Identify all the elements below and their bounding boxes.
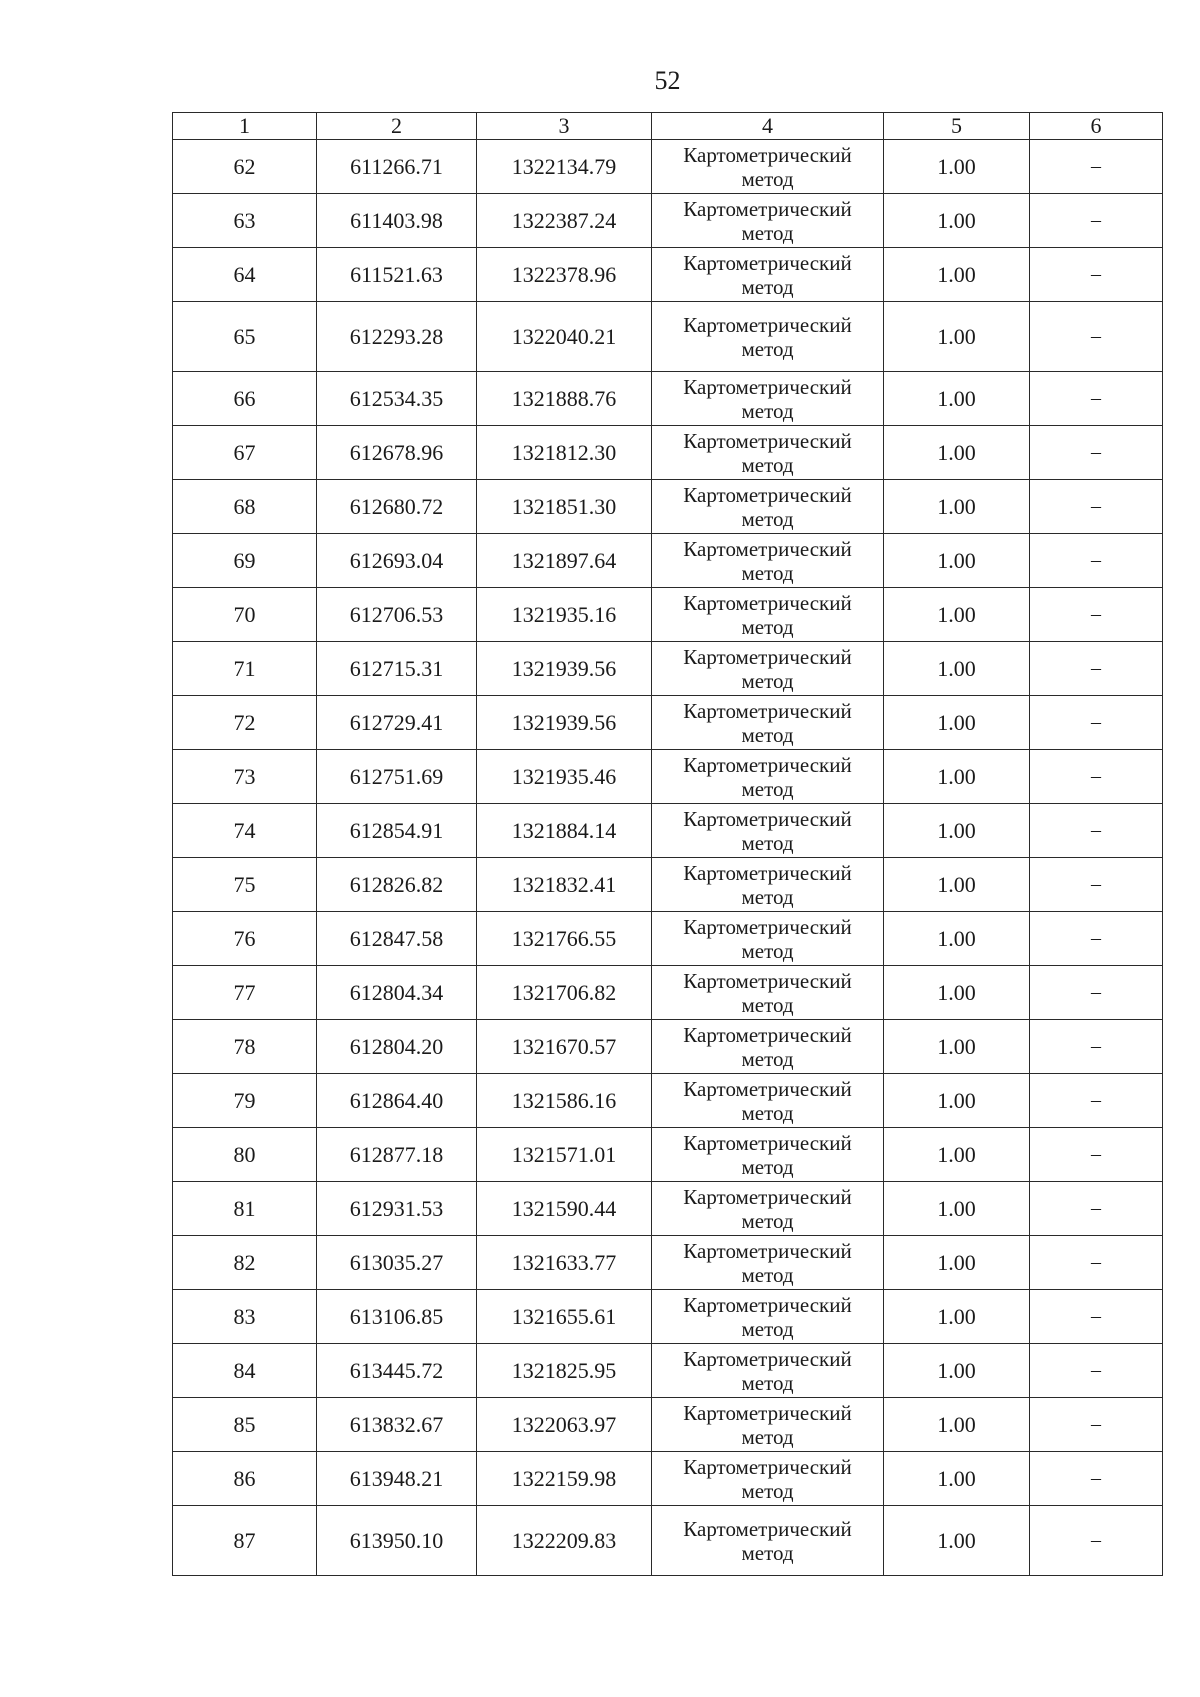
precision-cell: 1.00 bbox=[884, 1452, 1030, 1506]
y-coordinate-cell: 1321888.76 bbox=[477, 372, 652, 426]
y-coordinate-cell: 1322040.21 bbox=[477, 302, 652, 372]
x-coordinate-cell: 612678.96 bbox=[317, 426, 477, 480]
point-number-cell: 66 bbox=[173, 372, 317, 426]
y-coordinate-cell: 1322063.97 bbox=[477, 1398, 652, 1452]
table-row bbox=[173, 480, 1163, 534]
method-line-1: Картометрический bbox=[683, 1516, 852, 1541]
precision-cell: 1.00 bbox=[884, 1506, 1030, 1576]
note-cell: – bbox=[1030, 372, 1163, 426]
method-cell bbox=[652, 1344, 884, 1398]
method-line-2: метод bbox=[741, 452, 794, 477]
method-line-2: метод bbox=[741, 398, 794, 423]
table-header-row bbox=[173, 113, 1163, 140]
y-coordinate-cell: 1322159.98 bbox=[477, 1452, 652, 1506]
y-coordinate-cell: 1321939.56 bbox=[477, 642, 652, 696]
table-row bbox=[173, 1236, 1163, 1290]
method-cell bbox=[652, 480, 884, 534]
x-coordinate-cell: 612729.41 bbox=[317, 696, 477, 750]
method-line-2: метод bbox=[741, 1316, 794, 1341]
point-number-cell: 74 bbox=[173, 804, 317, 858]
precision-cell: 1.00 bbox=[884, 248, 1030, 302]
x-coordinate-cell: 612680.72 bbox=[317, 480, 477, 534]
x-coordinate-cell: 611403.98 bbox=[317, 194, 477, 248]
y-coordinate-cell: 1321706.82 bbox=[477, 966, 652, 1020]
method-line-1: Картометрический bbox=[683, 698, 852, 723]
point-number-cell: 73 bbox=[173, 750, 317, 804]
method-line-1: Картометрический bbox=[683, 1346, 852, 1371]
method-line-2: метод bbox=[741, 614, 794, 639]
point-number-cell: 80 bbox=[173, 1128, 317, 1182]
x-coordinate-cell: 613950.10 bbox=[317, 1506, 477, 1576]
x-coordinate-cell: 611266.71 bbox=[317, 140, 477, 194]
x-coordinate-cell: 612847.58 bbox=[317, 912, 477, 966]
note-cell: – bbox=[1030, 750, 1163, 804]
method-cell bbox=[652, 140, 884, 194]
method-cell bbox=[652, 426, 884, 480]
method-line-2: метод bbox=[741, 1478, 794, 1503]
x-coordinate-cell: 613035.27 bbox=[317, 1236, 477, 1290]
precision-cell: 1.00 bbox=[884, 1182, 1030, 1236]
y-coordinate-cell: 1321884.14 bbox=[477, 804, 652, 858]
table-row bbox=[173, 1074, 1163, 1128]
method-line-2: метод bbox=[741, 1424, 794, 1449]
point-number-cell: 87 bbox=[173, 1506, 317, 1576]
table-row bbox=[173, 248, 1163, 302]
x-coordinate-cell: 613445.72 bbox=[317, 1344, 477, 1398]
point-number-cell: 83 bbox=[173, 1290, 317, 1344]
x-coordinate-cell: 612693.04 bbox=[317, 534, 477, 588]
x-coordinate-cell: 612931.53 bbox=[317, 1182, 477, 1236]
method-line-2: метод bbox=[741, 1262, 794, 1287]
y-coordinate-cell: 1322209.83 bbox=[477, 1506, 652, 1576]
y-coordinate-cell: 1321670.57 bbox=[477, 1020, 652, 1074]
method-cell bbox=[652, 1452, 884, 1506]
table-row bbox=[173, 1452, 1163, 1506]
method-cell bbox=[652, 966, 884, 1020]
table-row bbox=[173, 1020, 1163, 1074]
column-header: 3 bbox=[477, 113, 652, 140]
point-number-cell: 70 bbox=[173, 588, 317, 642]
y-coordinate-cell: 1321633.77 bbox=[477, 1236, 652, 1290]
table-row bbox=[173, 696, 1163, 750]
method-cell bbox=[652, 194, 884, 248]
point-number-cell: 76 bbox=[173, 912, 317, 966]
precision-cell: 1.00 bbox=[884, 1290, 1030, 1344]
point-number-cell: 79 bbox=[173, 1074, 317, 1128]
note-cell: – bbox=[1030, 1290, 1163, 1344]
method-line-1: Картометрический bbox=[683, 1130, 852, 1155]
method-line-2: метод bbox=[741, 1154, 794, 1179]
table-row bbox=[173, 140, 1163, 194]
precision-cell: 1.00 bbox=[884, 1236, 1030, 1290]
precision-cell: 1.00 bbox=[884, 966, 1030, 1020]
precision-cell: 1.00 bbox=[884, 1128, 1030, 1182]
page-number: 52 bbox=[654, 66, 681, 95]
note-cell: – bbox=[1030, 140, 1163, 194]
column-header: 4 bbox=[652, 113, 884, 140]
method-cell bbox=[652, 1182, 884, 1236]
table-row bbox=[173, 1290, 1163, 1344]
note-cell: – bbox=[1030, 1344, 1163, 1398]
method-line-1: Картометрический bbox=[683, 142, 852, 167]
y-coordinate-cell: 1321586.16 bbox=[477, 1074, 652, 1128]
x-coordinate-cell: 613948.21 bbox=[317, 1452, 477, 1506]
precision-cell: 1.00 bbox=[884, 804, 1030, 858]
table-row bbox=[173, 1398, 1163, 1452]
x-coordinate-cell: 612804.20 bbox=[317, 1020, 477, 1074]
point-number-cell: 86 bbox=[173, 1452, 317, 1506]
table-row bbox=[173, 194, 1163, 248]
precision-cell: 1.00 bbox=[884, 588, 1030, 642]
x-coordinate-cell: 612293.28 bbox=[317, 302, 477, 372]
x-coordinate-cell: 612751.69 bbox=[317, 750, 477, 804]
note-cell: – bbox=[1030, 1236, 1163, 1290]
x-coordinate-cell: 612534.35 bbox=[317, 372, 477, 426]
method-line-1: Картометрический bbox=[683, 590, 852, 615]
method-cell bbox=[652, 1020, 884, 1074]
point-number-cell: 68 bbox=[173, 480, 317, 534]
x-coordinate-cell: 612706.53 bbox=[317, 588, 477, 642]
note-cell: – bbox=[1030, 194, 1163, 248]
method-cell bbox=[652, 588, 884, 642]
method-line-2: метод bbox=[741, 166, 794, 191]
table-row bbox=[173, 858, 1163, 912]
precision-cell: 1.00 bbox=[884, 140, 1030, 194]
y-coordinate-cell: 1321825.95 bbox=[477, 1344, 652, 1398]
method-cell bbox=[652, 804, 884, 858]
point-number-cell: 69 bbox=[173, 534, 317, 588]
y-coordinate-cell: 1321935.46 bbox=[477, 750, 652, 804]
table-row bbox=[173, 588, 1163, 642]
method-line-2: метод bbox=[741, 722, 794, 747]
y-coordinate-cell: 1321590.44 bbox=[477, 1182, 652, 1236]
method-line-2: метод bbox=[741, 668, 794, 693]
y-coordinate-cell: 1322134.79 bbox=[477, 140, 652, 194]
column-header: 6 bbox=[1030, 113, 1163, 140]
method-line-2: метод bbox=[741, 992, 794, 1017]
note-cell: – bbox=[1030, 1452, 1163, 1506]
y-coordinate-cell: 1321766.55 bbox=[477, 912, 652, 966]
precision-cell: 1.00 bbox=[884, 696, 1030, 750]
note-cell: – bbox=[1030, 912, 1163, 966]
table-body bbox=[173, 140, 1163, 1576]
method-line-2: метод bbox=[741, 884, 794, 909]
point-number-cell: 81 bbox=[173, 1182, 317, 1236]
x-coordinate-cell: 612826.82 bbox=[317, 858, 477, 912]
table-row bbox=[173, 372, 1163, 426]
precision-cell: 1.00 bbox=[884, 372, 1030, 426]
method-line-1: Картометрический bbox=[683, 428, 852, 453]
method-cell bbox=[652, 1128, 884, 1182]
method-cell bbox=[652, 1290, 884, 1344]
precision-cell: 1.00 bbox=[884, 1074, 1030, 1128]
point-number-cell: 67 bbox=[173, 426, 317, 480]
method-cell bbox=[652, 912, 884, 966]
method-cell bbox=[652, 696, 884, 750]
method-line-1: Картометрический bbox=[683, 1022, 852, 1047]
method-line-2: метод bbox=[741, 506, 794, 531]
point-number-cell: 71 bbox=[173, 642, 317, 696]
x-coordinate-cell: 612804.34 bbox=[317, 966, 477, 1020]
point-number-cell: 84 bbox=[173, 1344, 317, 1398]
method-line-2: метод bbox=[741, 776, 794, 801]
method-line-1: Картометрический bbox=[683, 374, 852, 399]
method-cell bbox=[652, 750, 884, 804]
point-number-cell: 77 bbox=[173, 966, 317, 1020]
method-line-1: Картометрический bbox=[683, 1292, 852, 1317]
table-row bbox=[173, 804, 1163, 858]
table-row bbox=[173, 1344, 1163, 1398]
note-cell: – bbox=[1030, 248, 1163, 302]
note-cell: – bbox=[1030, 1074, 1163, 1128]
coordinates-table bbox=[172, 112, 1163, 1576]
method-cell bbox=[652, 372, 884, 426]
y-coordinate-cell: 1321939.56 bbox=[477, 696, 652, 750]
method-cell bbox=[652, 248, 884, 302]
note-cell: – bbox=[1030, 534, 1163, 588]
y-coordinate-cell: 1321832.41 bbox=[477, 858, 652, 912]
table-row bbox=[173, 426, 1163, 480]
note-cell: – bbox=[1030, 1182, 1163, 1236]
method-line-1: Картометрический bbox=[683, 1184, 852, 1209]
method-line-2: метод bbox=[741, 336, 794, 361]
method-line-2: метод bbox=[741, 1370, 794, 1395]
method-line-1: Картометрический bbox=[683, 806, 852, 831]
method-line-1: Картометрический bbox=[683, 250, 852, 275]
point-number-cell: 65 bbox=[173, 302, 317, 372]
y-coordinate-cell: 1321897.64 bbox=[477, 534, 652, 588]
note-cell: – bbox=[1030, 1020, 1163, 1074]
method-line-1: Картометрический bbox=[683, 752, 852, 777]
precision-cell: 1.00 bbox=[884, 858, 1030, 912]
y-coordinate-cell: 1321571.01 bbox=[477, 1128, 652, 1182]
table-row bbox=[173, 1182, 1163, 1236]
x-coordinate-cell: 612864.40 bbox=[317, 1074, 477, 1128]
note-cell: – bbox=[1030, 1398, 1163, 1452]
method-line-2: метод bbox=[741, 220, 794, 245]
note-cell: – bbox=[1030, 302, 1163, 372]
column-header: 5 bbox=[884, 113, 1030, 140]
note-cell: – bbox=[1030, 642, 1163, 696]
x-coordinate-cell: 612854.91 bbox=[317, 804, 477, 858]
y-coordinate-cell: 1322387.24 bbox=[477, 194, 652, 248]
note-cell: – bbox=[1030, 480, 1163, 534]
note-cell: – bbox=[1030, 966, 1163, 1020]
method-line-2: метод bbox=[741, 274, 794, 299]
note-cell: – bbox=[1030, 696, 1163, 750]
table-row bbox=[173, 750, 1163, 804]
point-number-cell: 63 bbox=[173, 194, 317, 248]
method-line-1: Картометрический bbox=[683, 1400, 852, 1425]
x-coordinate-cell: 613106.85 bbox=[317, 1290, 477, 1344]
y-coordinate-cell: 1321655.61 bbox=[477, 1290, 652, 1344]
method-cell bbox=[652, 534, 884, 588]
method-line-2: метод bbox=[741, 1046, 794, 1071]
precision-cell: 1.00 bbox=[884, 642, 1030, 696]
method-line-1: Картометрический bbox=[683, 536, 852, 561]
y-coordinate-cell: 1321812.30 bbox=[477, 426, 652, 480]
method-line-2: метод bbox=[741, 1100, 794, 1125]
x-coordinate-cell: 613832.67 bbox=[317, 1398, 477, 1452]
method-line-1: Картометрический bbox=[683, 644, 852, 669]
y-coordinate-cell: 1321935.16 bbox=[477, 588, 652, 642]
point-number-cell: 64 bbox=[173, 248, 317, 302]
method-line-1: Картометрический bbox=[683, 914, 852, 939]
method-line-1: Картометрический bbox=[683, 312, 852, 337]
method-line-1: Картометрический bbox=[683, 1454, 852, 1479]
precision-cell: 1.00 bbox=[884, 194, 1030, 248]
method-line-2: метод bbox=[741, 938, 794, 963]
y-coordinate-cell: 1321851.30 bbox=[477, 480, 652, 534]
precision-cell: 1.00 bbox=[884, 1344, 1030, 1398]
method-line-1: Картометрический bbox=[683, 1238, 852, 1263]
note-cell: – bbox=[1030, 858, 1163, 912]
table-row bbox=[173, 1506, 1163, 1576]
precision-cell: 1.00 bbox=[884, 1020, 1030, 1074]
point-number-cell: 85 bbox=[173, 1398, 317, 1452]
precision-cell: 1.00 bbox=[884, 912, 1030, 966]
method-line-2: метод bbox=[741, 830, 794, 855]
precision-cell: 1.00 bbox=[884, 1398, 1030, 1452]
table-row bbox=[173, 912, 1163, 966]
method-line-1: Картометрический bbox=[683, 968, 852, 993]
note-cell: – bbox=[1030, 804, 1163, 858]
method-line-1: Картометрический bbox=[683, 860, 852, 885]
method-cell bbox=[652, 1074, 884, 1128]
method-line-1: Картометрический bbox=[683, 196, 852, 221]
column-header: 1 bbox=[173, 113, 317, 140]
table-row bbox=[173, 1128, 1163, 1182]
method-cell bbox=[652, 1398, 884, 1452]
note-cell: – bbox=[1030, 1506, 1163, 1576]
table-row bbox=[173, 302, 1163, 372]
method-line-2: метод bbox=[741, 1208, 794, 1233]
point-number-cell: 78 bbox=[173, 1020, 317, 1074]
method-line-2: метод bbox=[741, 560, 794, 585]
point-number-cell: 72 bbox=[173, 696, 317, 750]
precision-cell: 1.00 bbox=[884, 750, 1030, 804]
point-number-cell: 82 bbox=[173, 1236, 317, 1290]
method-cell bbox=[652, 858, 884, 912]
note-cell: – bbox=[1030, 588, 1163, 642]
note-cell: – bbox=[1030, 1128, 1163, 1182]
precision-cell: 1.00 bbox=[884, 480, 1030, 534]
method-line-1: Картометрический bbox=[683, 1076, 852, 1101]
precision-cell: 1.00 bbox=[884, 534, 1030, 588]
method-line-1: Картометрический bbox=[683, 482, 852, 507]
table-row bbox=[173, 642, 1163, 696]
table-row bbox=[173, 534, 1163, 588]
table-row bbox=[173, 966, 1163, 1020]
method-cell bbox=[652, 302, 884, 372]
x-coordinate-cell: 612715.31 bbox=[317, 642, 477, 696]
y-coordinate-cell: 1322378.96 bbox=[477, 248, 652, 302]
x-coordinate-cell: 611521.63 bbox=[317, 248, 477, 302]
precision-cell: 1.00 bbox=[884, 426, 1030, 480]
method-cell bbox=[652, 642, 884, 696]
method-cell bbox=[652, 1236, 884, 1290]
precision-cell: 1.00 bbox=[884, 302, 1030, 372]
column-header: 2 bbox=[317, 113, 477, 140]
x-coordinate-cell: 612877.18 bbox=[317, 1128, 477, 1182]
method-line-2: метод bbox=[741, 1540, 794, 1565]
note-cell: – bbox=[1030, 426, 1163, 480]
point-number-cell: 62 bbox=[173, 140, 317, 194]
point-number-cell: 75 bbox=[173, 858, 317, 912]
method-cell bbox=[652, 1506, 884, 1576]
